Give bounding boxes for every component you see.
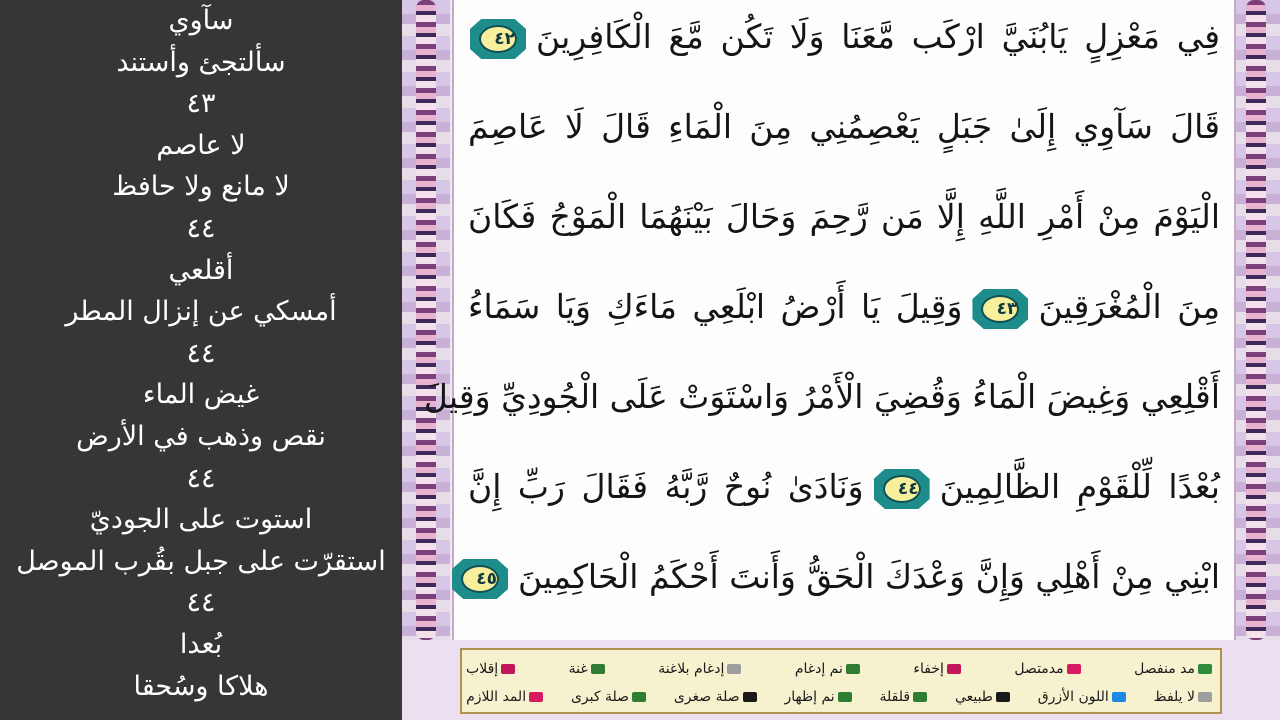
gloss-line: استوت على الجوديّ [89, 504, 313, 536]
legend-label: مد منفصل [1134, 661, 1195, 677]
verse-line [464, 98, 1224, 156]
gloss-line: سألتجئ وأستند [116, 46, 286, 78]
gloss-line: لا عاصم [156, 129, 246, 161]
legend-label: غنة [568, 661, 588, 677]
legend-swatch [632, 692, 646, 702]
legend-item [795, 661, 860, 677]
gloss-line: أقلعي [168, 254, 234, 286]
verse-text: مِنَ الْمُغْرَقِينَ [1038, 287, 1221, 326]
legend-item [913, 661, 960, 677]
ayah-number: ٤٥ [461, 565, 499, 593]
legend-swatch [501, 664, 515, 674]
gloss-line: ٤٤ [186, 587, 216, 619]
legend-label: إدغام بلاغنة [658, 661, 725, 677]
legend-label: قلقلة [879, 689, 911, 705]
mushaf-page [402, 0, 1280, 720]
gloss-line: أمسكي عن إنزال المطر [65, 296, 337, 328]
verse-text: الْيَوْمَ مِنْ أَمْرِ اللَّهِ إِلَّا مَن رَّحِمَ وَحَالَ بَيْنَهُمَا الْمَوْجُ فَكَانَ [468, 197, 1220, 236]
legend-swatch [1067, 664, 1081, 674]
legend-label: صلة صغرى [673, 689, 740, 705]
ayah-number-marker [972, 289, 1028, 329]
legend-item [466, 689, 543, 705]
legend-label: اللون الأزرق [1037, 689, 1109, 705]
legend-label: المد اللازم [466, 689, 527, 705]
gloss-line: غيض الماء [142, 379, 260, 411]
gloss-line: استقرّت على جبل بقُرب الموصل [16, 545, 386, 577]
ayah-number-marker [874, 469, 930, 509]
verse-text: قَالَ سَآوِي إِلَىٰ جَبَلٍ يَعْصِمُنِي مِنَ الْمَاءِ قَالَ لَا عَاصِمَ [468, 107, 1220, 146]
legend-item [569, 661, 605, 677]
verse-line [464, 548, 1224, 606]
left-ornament-border [402, 0, 450, 640]
legend-row-1 [466, 656, 1212, 682]
legend-item [880, 689, 928, 705]
tajweed-legend [402, 640, 1280, 720]
legend-label: إخفاء [913, 661, 944, 677]
gloss-line: ٤٤ [186, 462, 216, 494]
ayah-number-marker [470, 19, 526, 59]
legend-item [466, 661, 515, 677]
legend-swatch [996, 692, 1010, 702]
legend-label: لا يلفظ [1153, 689, 1195, 705]
legend-label: إقلاب [466, 661, 499, 677]
ayah-number: ٤٢ [479, 25, 517, 53]
verse-text: فِي مَعْزِلٍ يَابُنَيَّ ارْكَب مَّعَنَا وَلَا تَكُن مَّعَ الْكَافِرِينَ [536, 17, 1220, 56]
ayah-number-marker [452, 559, 508, 599]
legend-swatch [743, 692, 757, 702]
ayah-number: ٤٤ [883, 475, 921, 503]
verse-text: أَقْلِعِي وَغِيضَ الْمَاءُ وَقُضِيَ الْأَمْرُ وَاسْتَوَتْ عَلَى الْجُودِيِّ وَقِيلَ [423, 377, 1220, 416]
legend-item [571, 689, 646, 705]
verse-line [464, 278, 1224, 336]
legend-item [1014, 661, 1080, 677]
gloss-line: ٤٤ [186, 213, 216, 244]
legend-panel [460, 648, 1222, 714]
legend-item [658, 661, 741, 677]
vocabulary-sidebar [0, 0, 402, 720]
legend-item [674, 689, 757, 705]
gloss-line: لا مانع ولا حافظ [112, 171, 290, 203]
verse-text: وَقِيلَ يَا أَرْضُ ابْلَعِي مَاءَكِ وَيَا سَمَاءُ [468, 287, 963, 326]
legend-swatch [727, 664, 741, 674]
legend-label: صلة كبرى [570, 689, 629, 705]
gloss-line: ٤٣ [186, 88, 216, 120]
legend-row-2 [466, 684, 1212, 710]
legend-item [1038, 689, 1126, 705]
legend-item [785, 689, 852, 705]
verse-text: وَنَادَىٰ نُوحٌ رَّبَّهُ فَقَالَ رَبِّ إِنَّ [468, 467, 864, 506]
legend-swatch [1112, 692, 1126, 702]
verse-line [464, 188, 1224, 246]
legend-label: طبيعي [954, 689, 993, 705]
legend-swatch [1198, 692, 1212, 702]
legend-label: مدمتصل [1014, 661, 1064, 677]
verse-text-frame [423, 0, 1236, 640]
legend-item [1134, 661, 1212, 677]
legend-swatch [1198, 664, 1212, 674]
gloss-line: نقص وذهب في الأرض [76, 421, 326, 452]
gloss-line: سآوي [168, 5, 234, 36]
verse-line [464, 458, 1224, 516]
verse-text: ابْنِي مِنْ أَهْلِي وَإِنَّ وَعْدَكَ الْحَقُّ وَأَنتَ أَحْكَمُ الْحَاكِمِينَ [518, 557, 1220, 596]
gloss-line: بُعدا [179, 629, 223, 660]
legend-item [1154, 689, 1212, 705]
legend-swatch [529, 692, 543, 702]
gloss-line: ٤٤ [186, 337, 216, 369]
verse-text: بُعْدًا لِّلْقَوْمِ الظَّالِمِينَ [939, 467, 1220, 506]
legend-swatch [913, 692, 927, 702]
verse-line [464, 8, 1224, 66]
gloss-line: هلاكا وسُحقا [133, 670, 269, 702]
ayah-number: ٤٣ [981, 295, 1019, 323]
legend-swatch [591, 664, 605, 674]
legend-label: نم إدغام [794, 661, 843, 677]
legend-swatch [846, 664, 860, 674]
right-ornament-border [1232, 0, 1280, 640]
legend-label: نم إظهار [784, 689, 835, 705]
legend-swatch [838, 692, 852, 702]
legend-swatch [947, 664, 961, 674]
verse-line [423, 368, 1224, 426]
legend-item [955, 689, 1010, 705]
